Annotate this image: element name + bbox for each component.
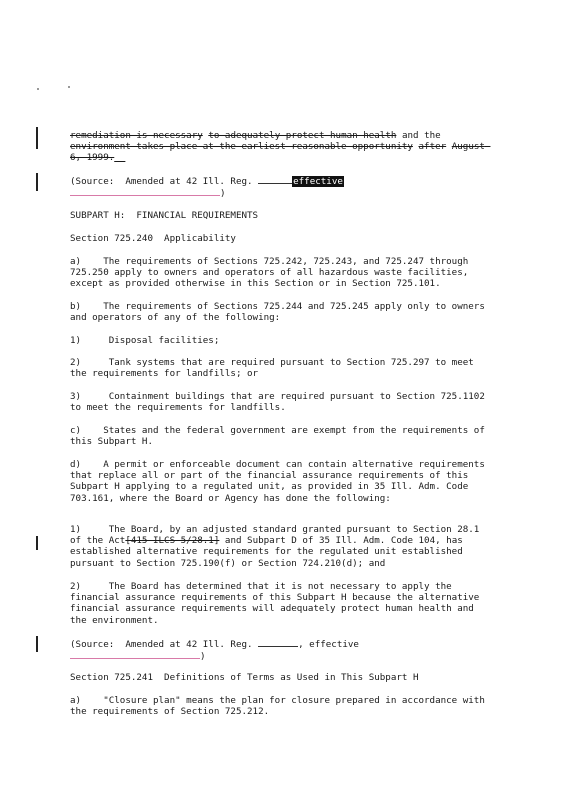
- section-title: Section 725.240 Applicability: [70, 233, 236, 244]
- blank-line: [70, 187, 220, 196]
- blank-line: [70, 650, 200, 659]
- paragraph-241-a: a) "Closure plan" means the plan for closure prepared in accordance with the requirements of Section 725.212.: [70, 695, 491, 718]
- scan-speck: [37, 88, 39, 90]
- item-text: 1) The Board, by an adjusted standard granted pursuant to Section 28.1 of the Act: [70, 524, 485, 547]
- plain-text: and the: [401, 130, 441, 141]
- source-note-2: [70, 638, 490, 662]
- blank-line: [258, 175, 292, 184]
- list-item-1: 1) Disposal facilities;: [70, 335, 220, 346]
- item-text: and Subpart D of 35 Ill. Adm. Code 104, has established alternative requirements for the regulated unit established pursuant to Section 725.190(f) or Section 724.210(d); and: [70, 535, 469, 569]
- struck-text: [415 ILCS 5/28.1]: [125, 535, 220, 547]
- struck-text: August 6, 1999.: [70, 141, 491, 164]
- section-title: Section 725.241 Definitions of Terms as Used in This Subpart H: [70, 672, 419, 683]
- paragraph-a: a) The requirements of Sections 725.242, 725.243, and 725.247 through 725.250 apply to owners and operators of all hazardous waste facilities, except as provided otherwise in this Section or in Section 725.101.: [70, 256, 474, 290]
- source-note-1: [70, 175, 490, 199]
- effective-highlight: effective: [293, 176, 343, 187]
- paragraph-b: b) The requirements of Sections 725.244 and 725.245 apply only to owners and operators of any of the following:: [70, 301, 491, 324]
- struck-text: to adequately protect human health: [208, 130, 397, 141]
- struck-text: remediation is necessary: [70, 130, 203, 141]
- paragraph-d: d) A permit or enforceable document can contain alternative requirements that replace all or part of the financial assurance requirements of this Subpart H applying to a regulated unit, as provided in 35 Ill. Adm. Code 703.161, where the Board or Agency has done the following:: [70, 459, 491, 504]
- remediation-paragraph: [70, 130, 490, 164]
- effective-text: , effective: [298, 639, 359, 650]
- change-bar: [36, 536, 38, 550]
- source-close: ): [220, 188, 226, 200]
- list-item-3: 3) Containment buildings that are required pursuant to Section 725.1102 to meet the requirements for landfills.: [70, 391, 491, 414]
- paragraph-d-item-1: [70, 524, 490, 569]
- change-bar: [36, 636, 38, 652]
- paragraph-d-item-2: 2) The Board has determined that it is not necessary to apply the financial assurance requirements of this Subpart H because the alternative financial assurance requirements will adequately protect human health and the environment.: [70, 581, 485, 626]
- subpart-heading: SUBPART H: FINANCIAL REQUIREMENTS: [70, 210, 259, 221]
- source-close: ): [200, 651, 206, 663]
- struck-text: environment takes place at the earliest reasonable opportunity: [70, 141, 413, 153]
- change-bar: [36, 127, 38, 149]
- source-text: (Source: Amended at 42 Ill. Reg.: [70, 639, 253, 650]
- blank-line: [258, 638, 298, 647]
- struck-text: after: [418, 141, 447, 153]
- paragraph-c: c) States and the federal government are exempt from the requirements of this Subpart H.: [70, 425, 491, 448]
- scan-speck: [68, 86, 70, 88]
- change-bar: [36, 173, 38, 191]
- source-text: (Source: Amended at 42 Ill. Reg.: [70, 176, 253, 187]
- list-item-2: 2) Tank systems that are required pursuant to Section 725.297 to meet the requirements for landfills; or: [70, 357, 480, 380]
- inserted-text: __: [114, 152, 126, 164]
